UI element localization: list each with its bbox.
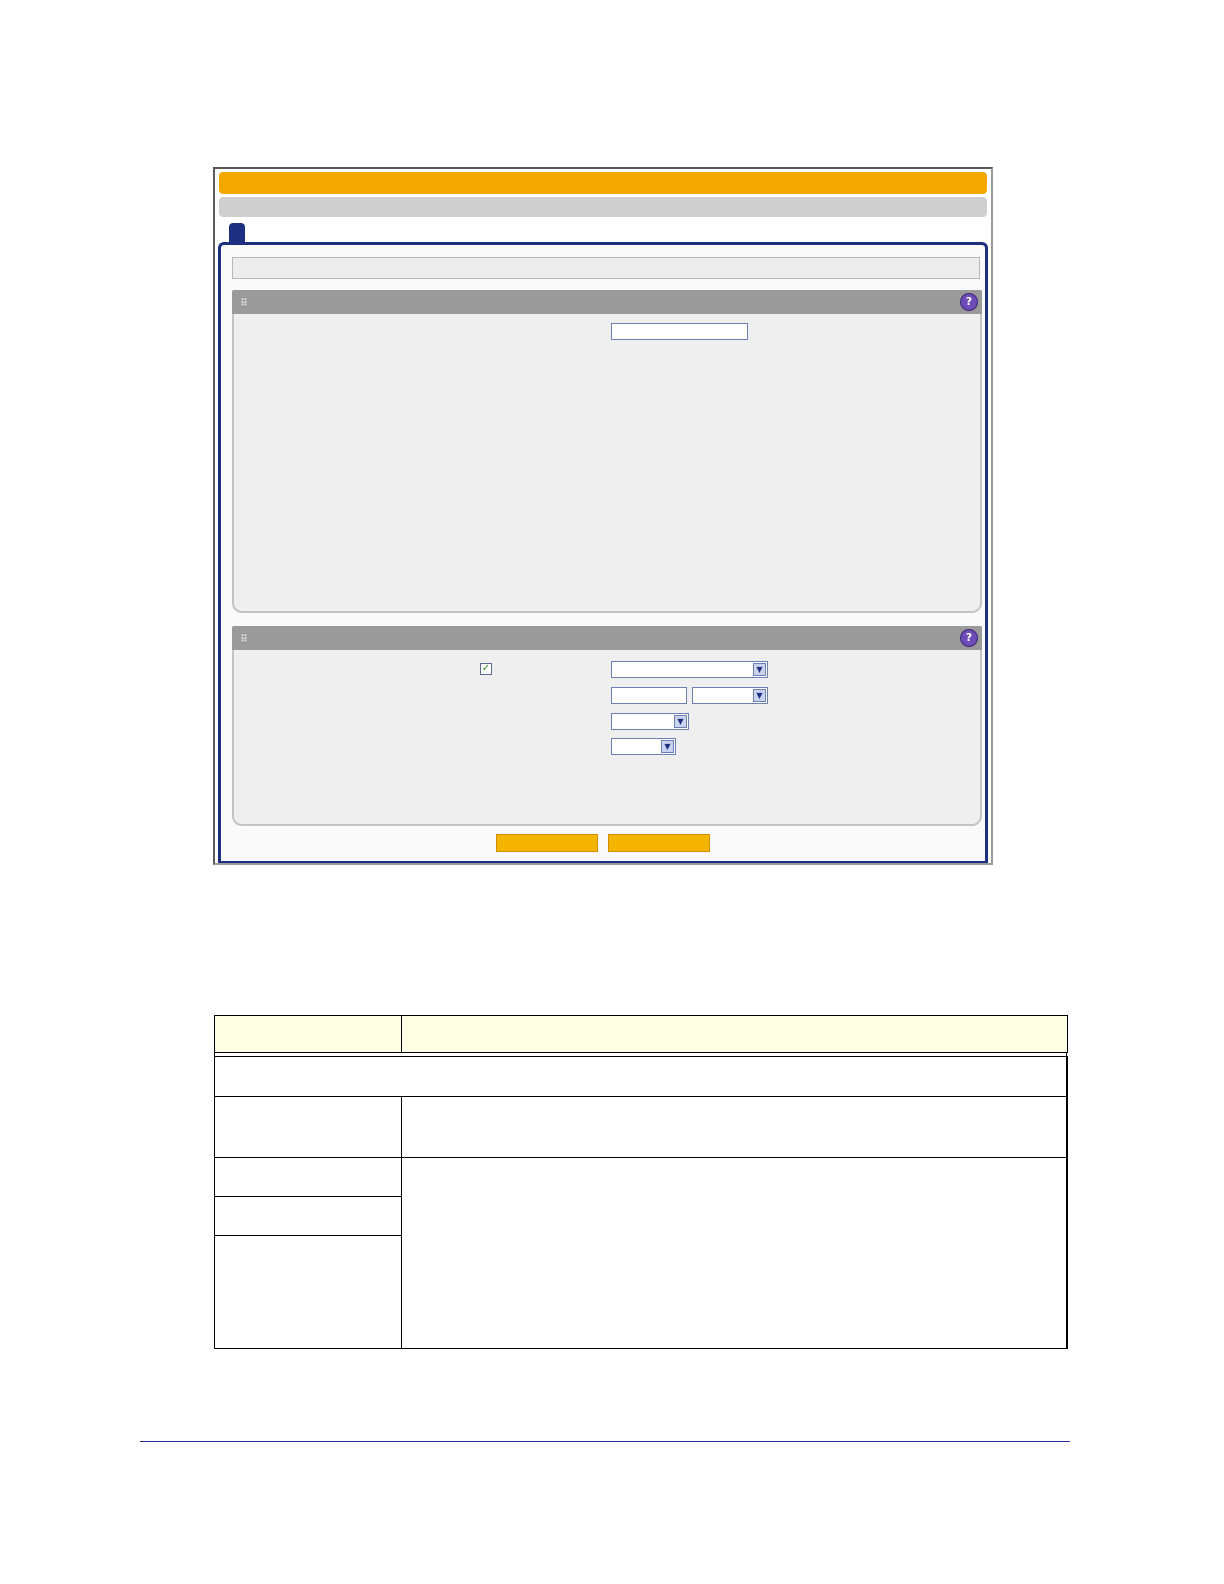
client-pool-header (232, 290, 982, 314)
chevron-down-icon: ▼ (674, 715, 687, 728)
integrity-select[interactable] (611, 738, 676, 755)
local-subnet-ip-row (234, 763, 980, 783)
traffic-tunnel-body (232, 650, 982, 826)
third-pool-start-row (234, 449, 980, 469)
screenshot-frame (213, 167, 993, 865)
table-header-cell (214, 1015, 402, 1053)
help-icon[interactable]: ? (960, 629, 978, 647)
wins-secondary-row (234, 526, 980, 546)
wins-primary-row (234, 500, 980, 520)
tab-add-mode-config-record[interactable] (229, 223, 245, 243)
table-cell (214, 1096, 402, 1158)
reset-button[interactable] (608, 834, 710, 852)
third-pool-end-row (234, 475, 980, 495)
grip-icon: ⠿ (240, 298, 247, 309)
sub-nav (219, 197, 987, 217)
table-cell (214, 1157, 402, 1197)
encryption-row (234, 712, 980, 732)
pfs-checkbox[interactable]: ✓ (481, 663, 491, 674)
table-cell (214, 1196, 402, 1236)
table-cell (401, 1157, 1068, 1349)
client-pool-section (232, 290, 982, 613)
dns-secondary-row (234, 577, 980, 597)
sa-lifetime-unit-select[interactable] (692, 687, 768, 704)
table-header-cell (401, 1015, 1068, 1053)
encryption-select[interactable] (611, 713, 689, 730)
description-table (214, 1015, 1067, 1349)
second-pool-end-row (234, 424, 980, 444)
integrity-row (234, 737, 980, 757)
local-subnet-mask-row (234, 788, 980, 808)
status-message (232, 257, 980, 279)
pfs-key-group-select[interactable] (611, 661, 768, 678)
footer-rule (140, 1441, 1070, 1442)
sa-lifetime-input[interactable] (611, 687, 687, 704)
record-name-row (234, 322, 980, 342)
first-pool-start-row (234, 347, 980, 367)
grip-icon: ⠿ (240, 634, 247, 645)
traffic-tunnel-header (232, 626, 982, 650)
sa-lifetime-row (234, 686, 980, 706)
chevron-down-icon: ▼ (661, 740, 674, 753)
table-section-row (214, 1056, 1068, 1097)
chevron-down-icon: ▼ (753, 663, 766, 676)
apply-button[interactable] (496, 834, 598, 852)
table-cell (401, 1096, 1068, 1158)
main-panel (218, 242, 988, 864)
chevron-down-icon: ▼ (753, 689, 766, 702)
dns-primary-row (234, 551, 980, 571)
second-pool-start-row (234, 398, 980, 418)
traffic-tunnel-section (232, 626, 982, 826)
first-pool-end-row (234, 373, 980, 393)
pfs-row (234, 660, 980, 680)
top-nav (219, 172, 987, 194)
record-name-input[interactable] (611, 323, 748, 340)
help-icon[interactable]: ? (960, 293, 978, 311)
client-pool-body (232, 314, 982, 613)
table-cell (214, 1235, 402, 1349)
